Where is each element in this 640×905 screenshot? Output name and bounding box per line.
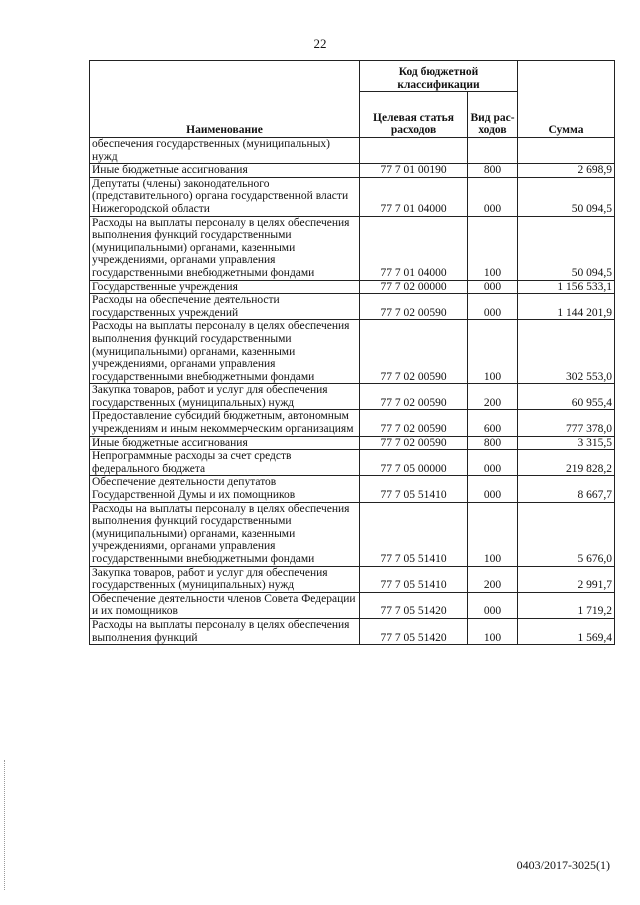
- cell-target: 77 7 05 51410: [360, 476, 468, 502]
- cell-kind: 100: [468, 320, 518, 384]
- cell-sum: 2 991,7: [518, 566, 615, 592]
- cell-target: 77 7 02 00590: [360, 320, 468, 384]
- document-code: 0403/2017-3025(1): [516, 858, 610, 872]
- cell-target: 77 7 01 04000: [360, 216, 468, 280]
- cell-sum: 219 828,2: [518, 450, 615, 476]
- cell-kind: 800: [468, 436, 518, 450]
- table-row: [90, 618, 615, 644]
- cell-name: Расходы на обеспечение деятельности государственных учреждений: [90, 294, 360, 320]
- table-row: [90, 280, 615, 294]
- cell-sum: 1 569,4: [518, 618, 615, 644]
- cell-name: Предоставление субсидий бюджетным, автономным учреждениям и иным некоммерческим организациям: [90, 410, 360, 436]
- table-row: [90, 216, 615, 280]
- budget-table: [89, 60, 615, 645]
- cell-sum: 1 144 201,9: [518, 294, 615, 320]
- cell-target: 77 7 02 00590: [360, 294, 468, 320]
- table-row: [90, 320, 615, 384]
- cell-sum: 2 698,9: [518, 164, 615, 178]
- cell-kind: 000: [468, 476, 518, 502]
- cell-name: Расходы на выплаты персоналу в целях обеспечения выполнения функций государственными (муниципальными) органами, казенными учреждениями, органами управления государственными внебюджетными фондами: [90, 216, 360, 280]
- cell-name: Расходы на выплаты персоналу в целях обеспечения выполнения функций: [90, 618, 360, 644]
- table-body: [90, 138, 615, 645]
- cell-target: 77 7 05 51420: [360, 618, 468, 644]
- cell-name: Иные бюджетные ассигнования: [90, 436, 360, 450]
- cell-kind: 000: [468, 592, 518, 618]
- table-row: [90, 436, 615, 450]
- cell-sum: 60 955,4: [518, 384, 615, 410]
- cell-sum: [518, 138, 615, 164]
- cell-sum: 3 315,5: [518, 436, 615, 450]
- cell-kind: 600: [468, 410, 518, 436]
- table-row: [90, 476, 615, 502]
- cell-name: Обеспечение деятельности членов Совета Федерации и их помощников: [90, 592, 360, 618]
- table-row: [90, 138, 615, 164]
- margin-mark: [4, 760, 7, 890]
- table-row: [90, 410, 615, 436]
- cell-sum: 1 719,2: [518, 592, 615, 618]
- cell-sum: 777 378,0: [518, 410, 615, 436]
- header-code-group: Код бюджетной классификации: [360, 61, 518, 92]
- cell-kind: 100: [468, 618, 518, 644]
- cell-target: 77 7 05 51410: [360, 566, 468, 592]
- cell-target: 77 7 02 00590: [360, 436, 468, 450]
- table-row: [90, 592, 615, 618]
- table-row: [90, 294, 615, 320]
- cell-name: Иные бюджетные ассигнования: [90, 164, 360, 178]
- cell-name: Расходы на выплаты персоналу в целях обеспечения выполнения функций государственными (муниципальными) органами, казенными учреждениями, органами управления государственными внебюджетными фондами: [90, 320, 360, 384]
- cell-sum: 50 094,5: [518, 216, 615, 280]
- cell-target: [360, 138, 468, 164]
- cell-sum: 5 676,0: [518, 502, 615, 566]
- cell-kind: 100: [468, 216, 518, 280]
- table-row: [90, 450, 615, 476]
- table-row: [90, 502, 615, 566]
- cell-sum: 8 667,7: [518, 476, 615, 502]
- cell-target: 77 7 02 00590: [360, 410, 468, 436]
- table-row: [90, 566, 615, 592]
- cell-kind: 800: [468, 164, 518, 178]
- cell-target: 77 7 02 00000: [360, 280, 468, 294]
- cell-kind: 000: [468, 280, 518, 294]
- cell-name: Закупка товаров, работ и услуг для обеспечения государственных (муниципальных) нужд: [90, 566, 360, 592]
- cell-sum: 302 553,0: [518, 320, 615, 384]
- cell-target: 77 7 01 04000: [360, 177, 468, 216]
- header-row: [90, 61, 615, 92]
- cell-kind: [468, 138, 518, 164]
- cell-name: Обеспечение деятельности депутатов Государственной Думы и их помощников: [90, 476, 360, 502]
- table-row: [90, 177, 615, 216]
- header-kind: Вид рас-ходов: [468, 92, 518, 138]
- cell-sum: 1 156 533,1: [518, 280, 615, 294]
- table-row: [90, 164, 615, 178]
- header-sum: Сумма: [518, 61, 615, 138]
- cell-name: Непрограммные расходы за счет средств федерального бюджета: [90, 450, 360, 476]
- cell-sum: 50 094,5: [518, 177, 615, 216]
- cell-kind: 200: [468, 384, 518, 410]
- cell-target: 77 7 02 00590: [360, 384, 468, 410]
- cell-target: 77 7 05 51410: [360, 502, 468, 566]
- cell-kind: 100: [468, 502, 518, 566]
- cell-name: обеспечения государственных (муниципальных) нужд: [90, 138, 360, 164]
- cell-target: 77 7 05 51420: [360, 592, 468, 618]
- cell-name: Депутаты (члены) законодательного (представительного) органа государственной власти Нижегородской области: [90, 177, 360, 216]
- cell-kind: 000: [468, 177, 518, 216]
- cell-target: 77 7 05 00000: [360, 450, 468, 476]
- cell-name: Государственные учреждения: [90, 280, 360, 294]
- header-name: Наименование: [90, 61, 360, 138]
- cell-target: 77 7 01 00190: [360, 164, 468, 178]
- cell-name: Расходы на выплаты персоналу в целях обеспечения выполнения функций государственными (муниципальными) органами, казенными учреждениями, органами управления государственными внебюджетными фондами: [90, 502, 360, 566]
- page-number: 22: [313, 36, 327, 51]
- cell-kind: 000: [468, 294, 518, 320]
- cell-name: Закупка товаров, работ и услуг для обеспечения государственных (муниципальных) нужд: [90, 384, 360, 410]
- cell-kind: 200: [468, 566, 518, 592]
- cell-kind: 000: [468, 450, 518, 476]
- table-row: [90, 384, 615, 410]
- header-target: Целевая статья расходов: [360, 92, 468, 138]
